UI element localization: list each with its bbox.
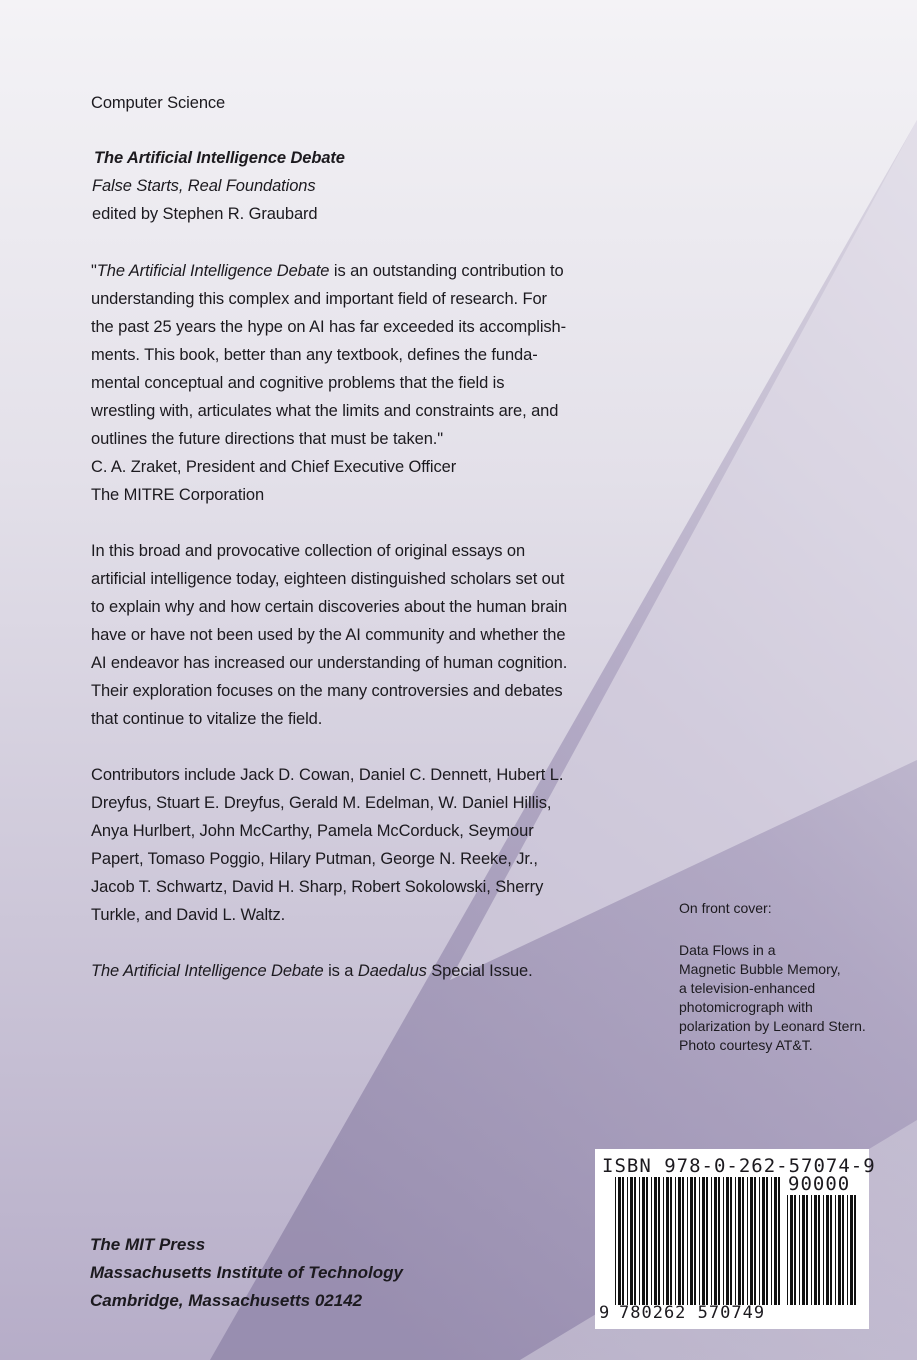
barcode-bar bbox=[615, 1177, 616, 1305]
quote-attribution-org: The MITRE Corporation bbox=[91, 486, 265, 504]
barcode-bar bbox=[630, 1177, 633, 1305]
quote-line: understanding this complex and important field of research. For bbox=[91, 290, 547, 308]
cover-note-line: Data Flows in a bbox=[679, 942, 776, 958]
barcode-bar bbox=[742, 1177, 744, 1305]
contributors-line: Turkle, and David L. Waltz. bbox=[91, 906, 286, 924]
barcode-bar bbox=[627, 1177, 628, 1305]
barcode-bar bbox=[714, 1177, 717, 1305]
barcode-bar bbox=[818, 1195, 820, 1305]
barcode-bar bbox=[699, 1177, 700, 1305]
barcode-bar bbox=[738, 1177, 741, 1305]
quote-line: wrestling with, articulates what the limits and constraints are, and bbox=[91, 402, 559, 420]
quote-book-title: The Artificial Intelligence Debate bbox=[96, 262, 330, 280]
quote-line: the past 25 years the hype on AI has far exceeded its accomplish- bbox=[91, 318, 567, 336]
description-line: have or have not been used by the AI community and whether the bbox=[91, 626, 566, 644]
barcode-bar bbox=[726, 1177, 729, 1305]
barcode-bar bbox=[835, 1195, 836, 1305]
barcode-bar bbox=[806, 1195, 808, 1305]
quote-open-mark: " bbox=[91, 262, 97, 280]
barcode-bar bbox=[799, 1195, 800, 1305]
addon-barcode-bars bbox=[787, 1195, 859, 1305]
barcode-bar bbox=[750, 1177, 753, 1305]
description-line: to explain why and how certain discoveries about the human brain bbox=[91, 598, 568, 616]
category-label: Computer Science bbox=[91, 94, 226, 112]
contributors-line: Contributors include Jack D. Cowan, Daniel C. Dennett, Hubert L. bbox=[91, 766, 564, 784]
barcode-bar bbox=[663, 1177, 664, 1305]
barcode-bar bbox=[830, 1195, 832, 1305]
barcode-bar bbox=[854, 1195, 856, 1305]
barcode-bar bbox=[771, 1177, 772, 1305]
barcode-bar bbox=[654, 1177, 657, 1305]
barcode-bar bbox=[639, 1177, 640, 1305]
publisher-block bbox=[90, 1231, 403, 1315]
cover-note-line: photomicrograph with bbox=[679, 999, 813, 1015]
barcode-bar bbox=[811, 1195, 812, 1305]
barcode-bar bbox=[690, 1177, 693, 1305]
book-title: The Artificial Intelligence Debate bbox=[94, 149, 345, 167]
cover-note-line: Magnetic Bubble Memory, bbox=[679, 961, 841, 977]
cover-note-line: polarization by Leonard Stern. bbox=[679, 1018, 866, 1034]
ean-barcode-bars bbox=[615, 1177, 781, 1305]
isbn-text: ISBN 978-0-262-57074-9 bbox=[602, 1155, 876, 1177]
daedalus-end-text: Special Issue. bbox=[426, 962, 533, 980]
barcode-bar bbox=[842, 1195, 844, 1305]
barcode-bar bbox=[711, 1177, 712, 1305]
barcode-bar bbox=[790, 1195, 793, 1305]
publisher-city: Cambridge, Massachusetts 02142 bbox=[90, 1291, 363, 1310]
barcode-bar bbox=[666, 1177, 669, 1305]
book-editor: edited by Stephen R. Graubard bbox=[92, 205, 318, 223]
cover-note-line: a television-enhanced bbox=[679, 980, 816, 996]
description-line: that continue to vitalize the field. bbox=[91, 710, 323, 728]
quote-line-1 bbox=[91, 258, 564, 286]
barcode-bar bbox=[850, 1195, 853, 1305]
barcode-bar bbox=[658, 1177, 660, 1305]
barcode-bar bbox=[651, 1177, 652, 1305]
barcode-bar bbox=[622, 1177, 624, 1305]
barcode-bar bbox=[730, 1177, 732, 1305]
barcode-bar bbox=[747, 1177, 748, 1305]
barcode-bar bbox=[847, 1195, 848, 1305]
barcode-bar bbox=[794, 1195, 796, 1305]
contributors-line: Papert, Tomaso Poggio, Hilary Putman, George N. Reeke, Jr., bbox=[91, 850, 538, 868]
barcode-bar bbox=[702, 1177, 705, 1305]
barcode-bar bbox=[838, 1195, 841, 1305]
daedalus-book-title: The Artificial Intelligence Debate bbox=[91, 962, 324, 980]
price-code: 90000 bbox=[788, 1173, 851, 1195]
daedalus-note bbox=[91, 958, 533, 986]
barcode-bar bbox=[687, 1177, 688, 1305]
barcode-bar bbox=[823, 1195, 824, 1305]
isbn-barcode bbox=[595, 1149, 876, 1329]
description-line: Their exploration focuses on the many controversies and debates bbox=[91, 682, 563, 700]
barcode-bar bbox=[826, 1195, 829, 1305]
description-line: AI endeavor has increased our understanding of human cognition. bbox=[91, 654, 568, 672]
barcode-bar bbox=[787, 1195, 788, 1305]
barcode-bar bbox=[670, 1177, 672, 1305]
quote-line: mental conceptual and cognitive problems that the field is bbox=[91, 374, 505, 392]
barcode-bar bbox=[634, 1177, 636, 1305]
book-subtitle: False Starts, Real Foundations bbox=[92, 177, 316, 195]
barcode-bar bbox=[814, 1195, 817, 1305]
description-line: artificial intelligence today, eighteen distinguished scholars set out bbox=[91, 570, 565, 588]
contributors-line: Jacob T. Schwartz, David H. Sharp, Robert Sokolowski, Sherry bbox=[91, 878, 544, 896]
quote-line: outlines the future directions that must be taken." bbox=[91, 430, 444, 448]
barcode-bar bbox=[718, 1177, 720, 1305]
barcode-bar bbox=[694, 1177, 696, 1305]
quote-line-1-rest: is an outstanding contribution to bbox=[329, 262, 564, 280]
barcode-bar bbox=[802, 1195, 805, 1305]
cover-note-line: Photo courtesy AT&T. bbox=[679, 1037, 813, 1053]
daedalus-journal: Daedalus bbox=[357, 962, 427, 980]
daedalus-mid-text: is a bbox=[323, 962, 358, 980]
barcode-bar bbox=[723, 1177, 724, 1305]
contributors-line: Dreyfus, Stuart E. Dreyfus, Gerald M. Edelman, W. Daniel Hillis, bbox=[91, 794, 552, 812]
barcode-bar bbox=[778, 1177, 780, 1305]
barcode-bar bbox=[646, 1177, 648, 1305]
barcode-bar bbox=[642, 1177, 645, 1305]
description-line: In this broad and provocative collection of original essays on bbox=[91, 542, 526, 560]
cover-note-heading: On front cover: bbox=[679, 900, 772, 916]
barcode-bar bbox=[735, 1177, 736, 1305]
barcode-bar bbox=[766, 1177, 768, 1305]
barcode-bar bbox=[618, 1177, 621, 1305]
barcode-bar bbox=[759, 1177, 760, 1305]
barcode-bar bbox=[762, 1177, 765, 1305]
barcode-bar bbox=[774, 1177, 777, 1305]
barcode-bar bbox=[682, 1177, 684, 1305]
publisher-institution: Massachusetts Institute of Technology bbox=[90, 1263, 403, 1282]
quote-attribution-name: C. A. Zraket, President and Chief Executive Officer bbox=[91, 458, 457, 476]
quote-line: ments. This book, better than any textbook, defines the funda- bbox=[91, 346, 538, 364]
publisher-name: The MIT Press bbox=[90, 1235, 206, 1254]
ean-first-digit: 9 bbox=[599, 1303, 610, 1323]
contributors-line: Anya Hurlbert, John McCarthy, Pamela McCorduck, Seymour bbox=[91, 822, 534, 840]
barcode-bar bbox=[675, 1177, 676, 1305]
barcode-bar bbox=[754, 1177, 756, 1305]
barcode-bar bbox=[706, 1177, 708, 1305]
ean-digits: 780262 570749 bbox=[619, 1303, 766, 1323]
barcode-bar bbox=[678, 1177, 681, 1305]
